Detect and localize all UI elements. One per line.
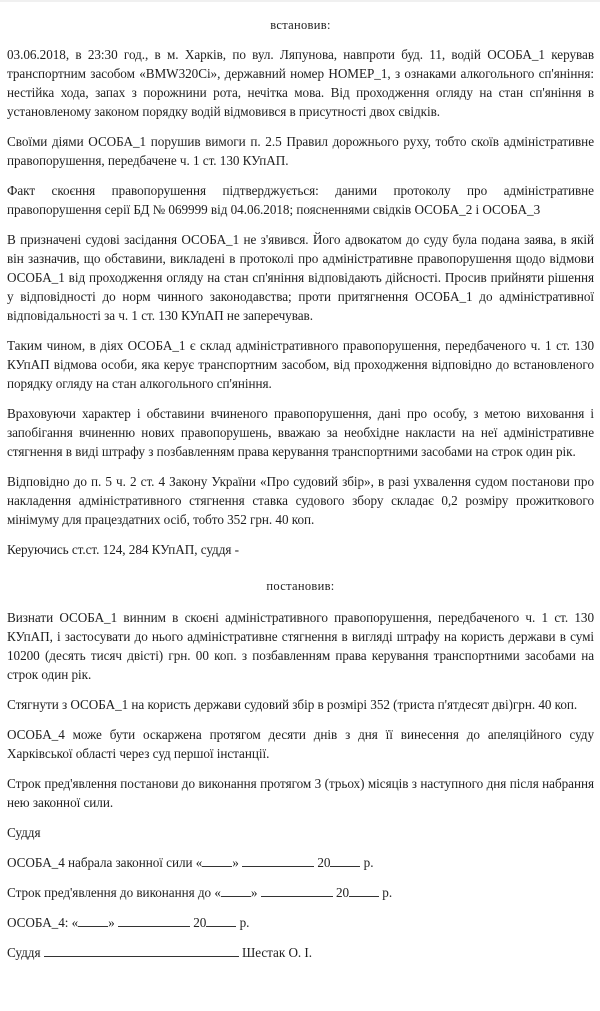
paragraph-court-fee: Відповідно до п. 5 ч. 2 ст. 4 Закону України «Про судовий збір», в разі ухвалення судом постанови про накладення адміністративного стягнення ставка судового збору складає 0,2 розміру прожиткового мінімуму для працездатних осіб, тобто 352 грн. 40 коп. xyxy=(7,474,594,527)
year-blank xyxy=(206,914,236,927)
month-blank xyxy=(118,914,190,927)
quote-close: » xyxy=(232,855,239,870)
judge-sign-label: Суддя xyxy=(7,945,41,960)
heading-resolved: постановив: xyxy=(266,579,335,593)
year-blank xyxy=(349,884,379,897)
year-prefix: 20 xyxy=(317,855,331,870)
year-suffix: р. xyxy=(239,915,250,930)
year-prefix: 20 xyxy=(193,915,207,930)
year-suffix: р. xyxy=(382,885,393,900)
paragraph-incident: 03.06.2018, в 23:30 год., в м. Харків, по вул. Ляпунова, навпроти буд. 11, водій ОСОБА_1 керував транспортним засобом «BMW320Ci», державний номер НОМЕР_1, з ознаками алкогольного сп'яніння: нестійка хода, запах з порожнини рота, нечітка мова. Від проходження огляду на стан сп'яніння в установленому законом порядку водій відмовився в присутності двох свідків. xyxy=(7,47,594,119)
paragraph-guided-by: Керуючись ст.ст. 124, 284 КУпАП, суддя - xyxy=(7,542,239,557)
paragraph-conclusion: Таким чином, в діях ОСОБА_1 є склад адміністративного правопорушення, передбаченого ч. 1 ст. 130 КУпАП відмова особи, яка керує транспортним засобом, від проходження відповідно до встановленого порядку огляду на стан алкогольного сп'яніння. xyxy=(7,338,594,391)
day-blank xyxy=(78,914,108,927)
year-blank xyxy=(330,854,360,867)
paragraph-penalty-reasoning: Враховуючи характер і обставини вчиненого правопорушення, дані про особу, з метою виховання і запобігання вчиненню нових правопорушень, вважаю за необхідне накласти на неї адміністративне стягнення в виді штрафу з позбавленням права керування транспортними засобами на строк один рік. xyxy=(7,406,594,459)
entered-force-label: ОСОБА_4 набрала законної сили « xyxy=(7,855,203,870)
paragraph-violation: Своїми діями ОСОБА_1 порушив вимоги п. 2.5 Правил дорожнього руху, тобто скоїв адміністративне правопорушення, передбачене ч. 1 ст. 130 КУпАП. xyxy=(7,134,594,168)
month-blank xyxy=(242,854,314,867)
paragraph-fee-collection: Стягнути з ОСОБА_1 на користь держави судовий збір в розмірі 352 (триста п'ятдесят дві)грн. 40 коп. xyxy=(7,697,578,712)
day-blank xyxy=(202,854,232,867)
execution-deadline-label: Строк пред'явлення до виконання до « xyxy=(7,885,221,900)
paragraph-execution-term: Строк пред'явлення постанови до виконання протягом 3 (трьох) місяців з наступного дня після набрання нею законної сили. xyxy=(7,776,594,810)
paragraph-verdict: Визнати ОСОБА_1 винним в скоєні адміністративного правопорушення, передбаченого ч. 1 ст. 130 КУпАП, і застосувати до нього адміністративне стягнення в вигляді штрафу на користь держави в сумі 10200 (десять тисяч двісті) грн. 00 коп. з позбавленням права керування транспортними засобами на строк один рік. xyxy=(7,610,594,682)
judge-signature-line xyxy=(7,943,594,962)
entered-force-line xyxy=(7,853,594,872)
top-border xyxy=(0,0,600,2)
judge-name: Шестак О. І. xyxy=(241,945,312,960)
person4-date-line xyxy=(7,913,594,932)
paragraph-appeal: ОСОБА_4 може бути оскаржена протягом десяти днів з дня її винесення до апеляційного суду Харківської області через суд першої інстанції. xyxy=(7,727,594,761)
year-prefix: 20 xyxy=(335,885,350,900)
paragraph-evidence: Факт скоєння правопорушення підтверджується: даними протоколу про адміністративне правопорушення серії БД № 069999 від 04.06.2018; поясненнями свідків ОСОБА_2 і ОСОБА_3 xyxy=(7,183,594,217)
day-blank xyxy=(221,884,251,897)
person4-label: ОСОБА_4: « xyxy=(7,915,79,930)
court-ruling-document xyxy=(7,16,594,973)
heading-established: встановив: xyxy=(270,18,331,32)
execution-deadline-line xyxy=(7,883,594,902)
judge-label: Суддя xyxy=(7,825,41,840)
month-blank xyxy=(261,884,333,897)
quote-close: » xyxy=(250,885,258,900)
quote-close: » xyxy=(108,915,115,930)
year-suffix: р. xyxy=(363,855,374,870)
paragraph-hearing: В призначені судові засідання ОСОБА_1 не з'явився. Його адвокатом до суду була подана заява, в якій він зазначив, що обставини, викладені в протоколі про адміністративне правопорушення щодо відмови ОСОБА_1 від проходження огляду на стан сп'яніння відповідають дійсності. Просив прийняти рішення у відповідності до норм чинного законодавства; проти притягнення ОСОБА_1 до адміністративної відповідальності за ч. 1 ст. 130 КУпАП не заперечував. xyxy=(7,232,594,323)
signature-blank xyxy=(44,944,239,957)
